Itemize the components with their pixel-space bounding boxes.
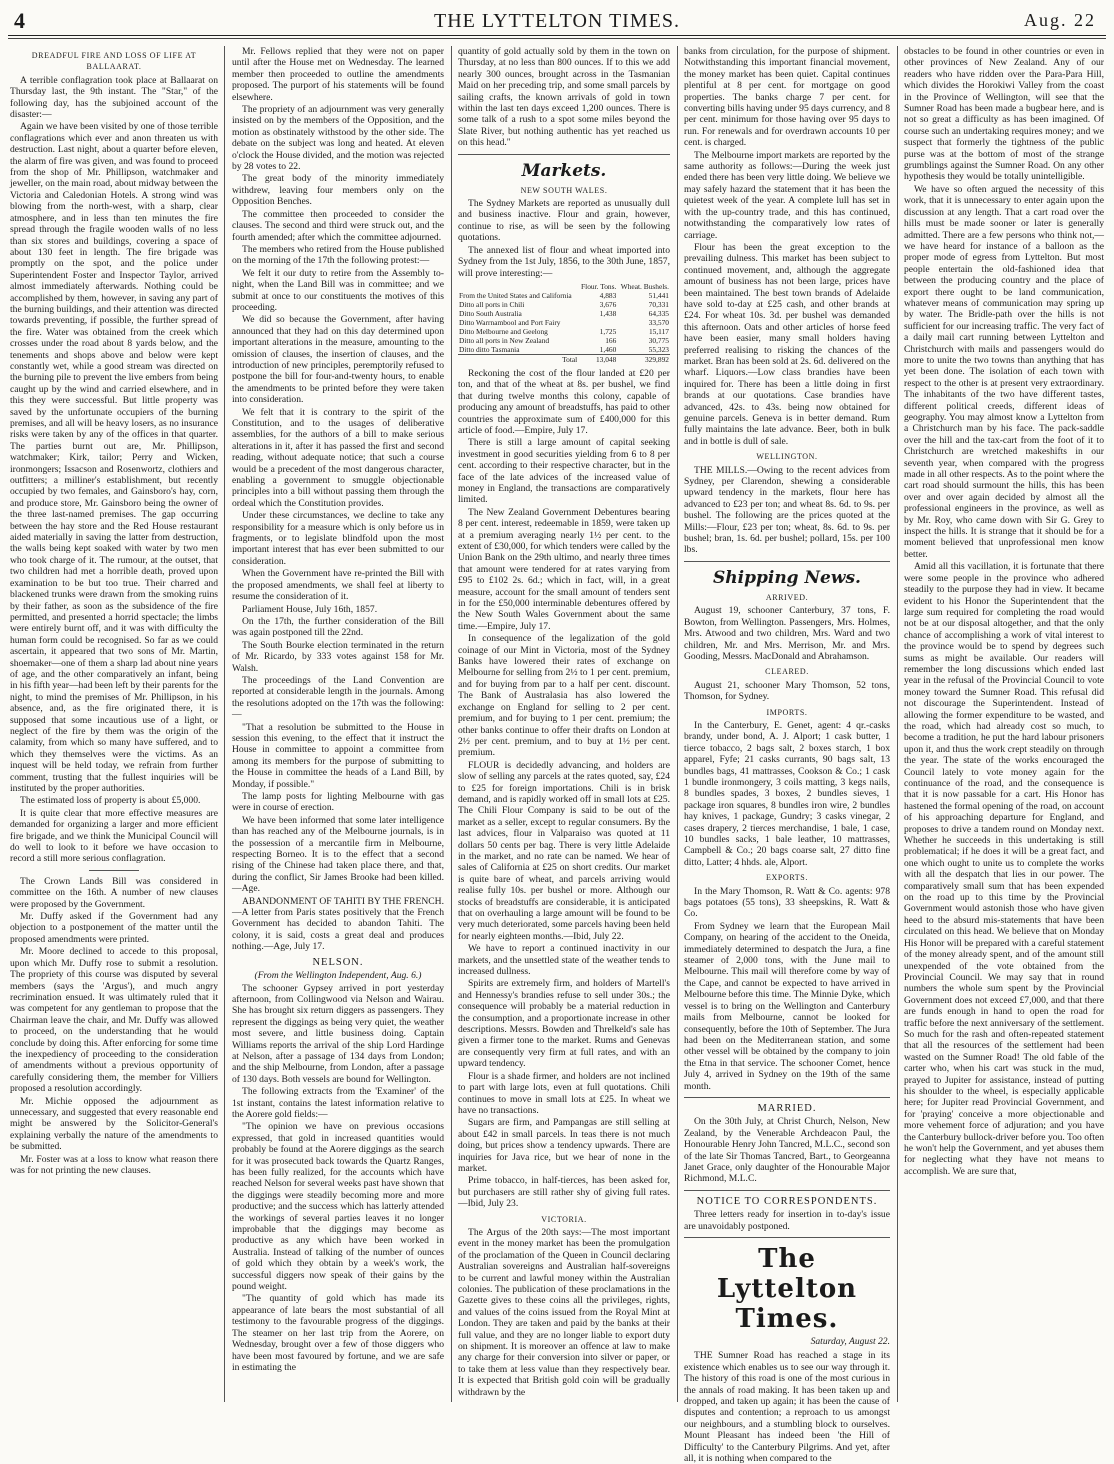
table-header: Flour. Tons. <box>581 281 617 291</box>
section-heading: MARRIED. <box>757 1102 817 1114</box>
paragraph: Under these circumstances, we decline to take any responsibility for a measure which is only before us in fragments, or to legislate blindfold upon the most important interest that has ever been submitted to our consideration. <box>232 510 444 567</box>
section-rule <box>684 1237 890 1238</box>
newspaper-title: THE LYTTELTON TIMES. <box>434 10 680 32</box>
table-cell-value: 33,570 <box>648 317 669 327</box>
table-cell-value: 55,323 <box>648 344 669 354</box>
section-rule <box>684 1190 890 1191</box>
paragraph: It is quite clear that more effective measures are demanded for organizing a larger and more efficient fire brigade, and we think the Municipal Council will do well to look to it before we have occasion to record a still more serious conflagration. <box>10 807 218 865</box>
table-cell-value: 166 <box>605 335 617 345</box>
paragraph: Spirits are extremely firm, and holders of Martell's and Hennessy's brandies refuse to sell under 30s.; the consequence will probably be a material reduction in the consumption, and a proportionate increase in other descriptions. Messrs. Bowden and Threlkeld's sale has given a firmer tone to the market. Rums and Genevas are consequently very firm at full rates, and with an upward tendency. <box>458 978 670 1070</box>
paragraph: Mr. Moore declined to accede to this proposal, upon which Mr. Duffy rose to submit a resolution. The propriety of this course was disputed by several members (says the 'Argus'), and much angry recrimination ensued. It was ultimately ruled that it was competent for any gentleman to propose that the Chairman leave the chair, and Mr. Duffy was allowed to proceed, on the understanding that he would conclude by doing this. After enforcing for some time the inexpediency of proceeding to the consideration of amendments without a previous opportunity of carefully considering them, the member for Villiers proposed a resolution accordingly. <box>10 946 218 1095</box>
header-rule <box>8 38 1106 39</box>
column-4 <box>684 46 890 1464</box>
paragraph: The Sydney Markets are reported as unusually dull and business inactive. Flour and grain, however, continue to rise, as will be seen by the following quotations. <box>458 198 670 244</box>
paragraph: obstacles to be found in other countries or even in other provinces of New Zealand. Any of our readers who have ridden over the Para-Para Hill, which divides the Horokiwi Valley from the coast in the Province of Wellington, will see that the Sumner Road has been made a bugbear here, and is not so great a difficulty as has been imagined. Of course such an undertaking requires money; and we suspect that formerly the tightness of the public purse was at the bottom of most of the strange grumblings against the Sumner Road. On any other hypothesis they would be totally unintelligible. <box>904 46 1104 183</box>
section-heading-shipping: Shipping News. <box>713 567 861 588</box>
table-row <box>458 336 670 345</box>
paragraph: We have so often argued the necessity of this work, that it is unnecessary to enter again upon the discussion at any length. That a cart road over the hills must be made sooner or later is generally admitted. There are a few persons who think not,—we have heard for instance of a balloon as the proper mode of egress from Lyttelton. But most people entertain the old-fashioned idea that between the producing country and the place of export there ought to be land communication, whatever means of communication may spring up by water. The Bridle-path over the hills is not sufficient for our increasing traffic. The very fact of a daily mail cart running between Lyttelton and Christchurch with mails and passengers would do more to unite the two towns than anything that has yet been done. The isolation of each town with respect to the other is at present very extraordinary. The inhabitants of the two have different tastes, different political creeds, different ideas of geography. You may almost know a Lyttelton from a Christchurch man by his face. The pack-saddle over the hill and the tax-cart from the foot of it to Christchurch are wretched makeshifts in our seventh year, when compared with the progress made in all other respects. As to the point where the cart road should surmount the hills, this has been over and over again decided by almost all the professional engineers in the province, as well as by Mr. Roy, who came down with Sir G. Grey to inspect the hills. It is strange that it should be for a moment believed that unprofessional men know better. <box>904 183 1104 560</box>
table-header: Wheat. Bushels. <box>620 281 669 291</box>
paragraph: banks from circulation, for the purpose of shipment. Notwithstanding this important financial movement, the money market has been quiet. Capital continues plentiful at 8 per cent. for mortgage on good properties. The banks charge 7 per cent. for converting bills having under 95 days currency, and 8 per cent. minimum for those having over 95 days to run. For renewals and for overdrawn accounts 10 per cent. is charged. <box>684 46 890 149</box>
table-cell-source: Ditto Melbourne and Geelong <box>459 326 548 336</box>
column-rule <box>224 46 225 1402</box>
section-heading: NELSON. <box>312 956 364 968</box>
section-heading-markets: Markets. <box>521 160 607 181</box>
paragraph: Again we have been visited by one of those terrible conflagrations which ever and anon threaten us with destruction. Last night, about a quarter before eleven, the alarm of fire was given, and was found to proceed from the shop of Mr. Phillipson, watchmaker and jeweller, on the main road, about midway between the Victoria and Caledonian Hotels. A strong wind was blowing from the north-west, with a sharp, clear atmosphere, and in less than ten minutes the fire spread through the fragile wooden walls of no less than six stores and buildings, covering a space of about 130 feet in length. The fire brigade was promptly on the spot, and the police under Superintendent Foster and Inspector Taylor, arrived almost immediately afterwards. Nothing could be accomplished by them, however, in saving any part of the burning buildings, and their attention was directed towards preventing, if possible, the further spread of the fire. Water was obtained from the creek which crosses under the road about 8 yards below, and the tenements and shops above and below were kept constantly wet, while a good stream was directed on the burning pile to prevent the live embers from being caught up by the wind and carried elsewhere, and in this they were successful. But little property was saved by the unfortunate occupiers of the burning premises, and all will be heavy losers, as no insurance risks were taken by any of the offices in that quarter. The parties burnt out are, Mr. Phillipson, watchmaker; Kirk, tailor; Perry and Wicken, ironmongers; Issacson and Rosenwortz, clothiers and outfitters; a milliner's establishment, but recently occupied by two females, and Gainsboro's hay, corn, and produce store, Mr. Gainsboro being the owner of the three last-named premises. The gap occurring between the hay store and the Red House restaurant aided materially in saving the latter from destruction, the walls being kept soaked with water by two men who took charge of it. The rumour, at the outset, that two children had met a horrible death, proved upon examination to be but too true. Their charred and blackened trunks were drawn from the smoking ruins by their father, as soon as the subsidence of the fire permitted, and presented a horrid spectacle; the limbs were entirely burnt off, and it was with difficulty the human form could be recognised. So far as we could ascertain, it appeared that two sons of Mr. Martin, shoemaker—one of them a sharp lad about nine years of age, and the other comparatively an infant, being in his fifth year—had been left by their parents for the night, to mind the premises of Mr. Phillipson, in his absence, and, as the fire originated there, it is supposed that some incautious use of a light, or neglect of the fire by them was the origin of the calamity, from which so many have suffered, and to which they themselves were the victims. As an inquest will be held today, we refrain from further comment, trusting that the fullest inquiries will be instituted by the proper authorities. <box>10 121 218 794</box>
table-cell-value: 1,725 <box>599 326 617 336</box>
table-cell-source: Ditto ditto Tasmania <box>459 344 520 354</box>
paragraph: Prime tobacco, in half-tierces, has been asked for, but purchasers are still rather shy of giving full rates.—Ibid, July 23. <box>458 1175 670 1210</box>
paragraph: "The quantity of gold which has made its appearance of late bears the most substantial of all testimony to the favourable progress of the diggings. The steamer on her last trip from the Aorere, on Wednesday, brought over a few of those diggers who have been most favoured by fortune, and we are safe in estimating the <box>232 1293 444 1373</box>
paragraph: Three letters ready for insertion in to-day's issue are unavoidably postponed. <box>684 1209 890 1232</box>
paragraph: August 19, schooner Canterbury, 37 tons, F. Bowton, from Wellington. Passengers, Mrs. Holmes, Mrs. Atwood and two children, Mrs. Ward and two children, Mr. and Mrs. Merrison, Mr. and Mrs. Gooding, Messrs. MacDonald and Abrahamson. <box>684 605 890 662</box>
paragraph: Parliament House, July 16th, 1857. <box>242 603 378 615</box>
paragraph: The propriety of an adjournment was very generally insisted on by the members of the Opposition, and the motion as obstinately withstood by the other side. The debate on the subject was long and heated. At eleven o'clock the House divided, and the motion was rejected by 28 votes to 22. <box>232 104 444 173</box>
paragraph: THE MILLS.—Owing to the recent advices from Sydney, per Clarendon, shewing a considerable upward tendency in the markets, flour here has advanced to £23 per ton; and wheat 8s. 6d. to 9s. per bushel. The following are the prices quoted at the Mills:—Flour, £23 per ton; wheat, 8s. 6d. to 9s. per bushel; bran, 1s. 6d. per bushel; pollard, 15s. per 100 lbs. <box>684 464 890 556</box>
paragraph: THE Sumner Road has reached a stage in its existence which enables us to see our way through it. The history of this road is one of the most curious in the annals of road making. It has been taken up and dropped, and taken up again; it has been the cause of disputes and contention; a reproach to us amongst our neighbours, and a stumbling block to ourselves. Mount Pleasant has indeed been 'the Hill of Difficulty' to the Canterbury Pilgrims. And yet, after all, it is nothing when compared to the <box>684 1350 890 1464</box>
paragraph: The annexed list of flour and wheat imported into Sydney from the 1st July, 1856, to the 30th June, 1857, will prove interesting:— <box>458 244 670 279</box>
section-rule <box>89 870 139 871</box>
table-row <box>458 318 670 327</box>
table-cell-value: 70,331 <box>648 299 669 309</box>
table-cell-source: From the United States and California <box>459 290 572 300</box>
paragraph: "The opinion we have on previous occasions expressed, that gold in increased quantities would probably be found at the Aorere diggings as the search for it was prosecuted back towards the Quartz Ranges, has been fully realized, for the accounts which have reached Nelson for several weeks past have shown that the diggings were steadily becoming more and more productive; and the success which has latterly attended the workings of several parties leaves it no longer improbable that the diggings may become as productive as any which have been worked in Australia. Instead of talking of the number of ounces of gold which they obtain by a week's work, the successful diggers now speak of their gains by the pound weight. <box>232 1121 444 1293</box>
paragraph: There is still a large amount of capital seeking investment in good securities yielding from 6 to 8 per cent. according to their respective character, but in the face of the late advices of the increased value of money in England, the transactions are comparatively limited. <box>458 437 670 506</box>
editorial-date: Saturday, August 22. <box>810 1336 890 1347</box>
paragraph: The proceedings of the Land Convention are reported at considerable length in the journals. Among the resolutions adopted on the 17th was the following:— <box>232 674 444 721</box>
table-row <box>458 327 670 336</box>
paragraph: The members who retired from the House published on the morning of the 17th the following protest:— <box>232 243 444 267</box>
section-rule <box>684 561 890 562</box>
paragraph: We have been informed that some later intelligence than has reached any of the Melbourne journals, is in the possession of a mercantile firm in Melbourne, respecting Borneo. It is to the effect that a second rising of the Chinese had taken place there, and that, during the conflict, Sir James Brooke had been killed.—Age. <box>232 814 444 895</box>
table-total-row <box>458 354 670 364</box>
paragraph: On the 30th July, at Christ Church, Nelson, New Zealand, by the Venerable Archdeacon Paul, the Honourable Henry John Tancred, M.L.C., second son of the late Sir Thomas Tancred, Bart., to Georgeanna Janet Grace, only daughter of the Honourable Major Richmond, M.L.C. <box>684 1116 890 1185</box>
masthead <box>8 6 1106 36</box>
paragraph: Flour has been the great exception to the prevailing dulness. This market has been subject to continued movement, and, although the aggregate amount of business has not been large, prices have been maintained. The best town brands of Adelaide have sold to-day at £25 cash, and other brands at £24. For wheat 10s. 3d. per bushel was demanded this afternoon. Oats and other articles of horse feed have been easier, many small holders having preferred realising to risking the chances of the market. Bran has been sold at 2s. 6d. delivered on the wharf. Liquors.—Low class brandies have been inquired for. There has been a little doing in first brands at our quotations. Case brandies have advanced, 42s. to 43s. being now obtained for genuine parcels. Geneva is in better demand. Rum fully maintains the late advance. Beer, both in bulk and in bottle is dull of sale. <box>684 241 890 447</box>
column-rule <box>677 46 678 1402</box>
table-cell-total: 329,892 <box>617 354 670 364</box>
editorial-masthead: The Lyttelton Times. <box>716 1244 858 1334</box>
paragraph: We felt it our duty to retire from the Assembly to-night, when the Land Bill was in committee; and we submit at once to our constituents the motives of this proceeding. <box>232 267 444 313</box>
paragraph: Reckoning the cost of the flour landed at £20 per ton, and that of the wheat at 8s. per bushel, we find that during twelve months this colony, capable of producing any amount of breadstuffs, has paid to other countries the approximate sum of £400,000 for this article of food.—Empire, July 17. <box>458 367 670 436</box>
paragraph: The schooner Gypsey arrived in port yesterday afternoon, from Collingwood via Nelson and Wairau. She has brought six return diggers as passengers. They represent the diggings as being very quiet, the weather most severe, and little business doing. Captain Williams reports the arrival of the ship Lord Hardinge at Nelson, after a passage of 134 days from London; and the ship Melbourne, from London, after a passage of 130 days. Both vessels are bound for Wellington. <box>232 982 444 1085</box>
paragraph: The committee then proceeded to consider the clauses. The second and third were struck out, and the fourth amended; after which the committee adjourned. <box>232 208 444 243</box>
table-cell-total: Total <box>458 354 578 364</box>
column-1 <box>10 46 218 1402</box>
paragraph: In the Canterbury, E. Genet, agent: 4 qr.-casks brandy, under bond, A. J. Alport; 1 cask butter, 1 tierce tobacco, 2 bags salt, 2 boxes starch, 1 box apparel, Fyfe; 21 casks currants, 90 bags salt, 13 bundles bags, 41 mattrasses, Cookson & Co.; 1 cask 1 bundle ironmongery, 3 coils matting, 3 kegs nails, 8 bundles spades, 3 boxes, 2 bundles sieves, 1 package iron squares, 8 bundles iron wire, 2 bundles hay knives, 1 package, Gundry; 3 casks vinegar, 2 cases drapery, 2 tierces merchandise, 1 bale, 1 case, 10 bundles sacks, 1 bale leather, 10 mattrasses, Campbell & Co.; 20 bags coarse salt, 27 ditto fine ditto, Latter; 4 hhds. ale, Alport. <box>684 719 890 868</box>
table-cell-value: 1,460 <box>599 344 617 354</box>
table-cell-value: 64,335 <box>648 308 669 318</box>
table-row <box>458 345 670 355</box>
paragraph: Mr. Duffy asked if the Government had any objection to a postponement of the matter until the proposed amendments were printed. <box>10 911 218 945</box>
paragraph: The Melbourne import markets are reported by the same authority as follows:—During the week just ended there has been very little doing. We believe we may safely hazard the statement that it has been the quietest week of the year. A complete lull has set in with the up-country trade, and this has continued, notwithstanding the comparatively low rates of carriage. <box>684 149 890 241</box>
subheading: NEW SOUTH WALES. <box>520 185 608 195</box>
table-cell-value: 4,883 <box>599 290 617 300</box>
paragraph: We felt that it is contrary to the spirit of the Constitution, and to the usages of deliberative assemblies, for the authors of a bill to make serious alterations in it, after it has passed the first and second reading, without adequate notice; that such a course would be a precedent of the most dangerous character, enabling a government to smuggle objectionable principles into a bill without passing them through the ordeal which the Constitution provides. <box>232 406 444 509</box>
paragraph: In consequence of the legalization of the gold coinage of our Mint in Victoria, most of the Sydney Banks have lowered their rates of exchange on Melbourne for selling from 2½ to 1 per cent. premium, and for buying from par to a half per cent. discount. The Bank of Australasia has also lowered the exchange on England for selling to 2 per cent. premium, and for buying to 1 per cent. premium; the other banks continue to offer their drafts on London at 2½ per cent. premium, and to buy at 1½ per cent. premium. <box>458 633 670 759</box>
paragraph: Mr. Foster was at a loss to know what reason there was for not printing the new clauses. <box>10 1153 218 1176</box>
paragraph: Amid all this vacillation, it is fortunate that there were some people in the province who adhered steadily to the purpose they had in view. It became evident to his Honor the Superintendent that the large sum required for completing the road would not be at our disposal altogether, and that the only chance of accomplishing a work of vital interest to the province would be to spend by degrees such sums as might be available. Our readers will remember the long discussions which ended last year in the refusal of the Provincial Council to vote money toward the Sumner Road. This refusal did not discourage the Superintendent. Instead of allowing the former expenditure to be wasted, and the road, which had already cost so much, to become a tradition, he put the hard labour prisoners upon it, and thus the work crept steadily on through the year. The state of the works encouraged the Council lately to vote money again for the continuance of the road, and the consequence is that it is now passable for a cart. His Honor has hastened the formal opening of the road, on account of his approaching departure for England, and proposes to drive a tandem round on Monday next. Whether he succeeds in this undertaking is still problematical; if he does it will be a great fact, and one which ought to unite us to complete the works with all the despatch that lies in our power. The comparatively small sum that has been expended on the road up to this time by the Provincial Government would astonish those who have given heed to the absurd mis-statements that have been circulated on this head. We believe that on Monday His Honor will be prepared with a careful statement of the money already spent, and of the amount still unexpended of the vote obtained from the Provincial Council. We may say that in round numbers the whole sum spent by the Provincial Government does not exceed £7,000, and that there are funds enough in hand to open the road for traffic before the next anniversary of the settlement. So much for the rash and often-repeated statement that all the resources of the settlement had been wasted on the Sumner Road! The old fable of the carter who, when his cart was stuck in the mud, prayed to Jupiter for assistance, instead of putting his shoulder to the wheel, is especially applicable here; for Jupiter read Provincial Government, and for 'praying' conceive a more objectionable and more vehement force of adjuration; and you have the Canterbury bullock-driver before you. Too often he won't help the Government, and yet abuses them for neglecting what they have not means to accomplish. We are sure that, <box>904 561 1104 1177</box>
paragraph: We have to report a continued inactivity in our markets, and the unsettled state of the weather tends to increased dullness. <box>458 943 670 978</box>
paragraph: The New Zealand Government Debentures bearing 8 per cent. interest, redeemable in 1859, were taken up at a premium averaging nearly 1½ per cent. to the extent of £30,000, for which tenders were called by the Union Bank on the 29th ultimo, and nearly three times that amount were tendered for at rates varying from £95 to £102 2s. 6d.; which in fact, will, in a great measure, account for the small amount of tenders sent in for the £50,000 interminable debentures offered by the New South Wales Government about the same time.—Empire, July 17. <box>458 506 670 632</box>
table-cell-source: Ditto South Australia <box>459 308 522 318</box>
paragraph: Mr. Fellows replied that they were not on paper until after the House met on Wednesday. The learned member then proceeded to outline the amendments proposed. The purport of his statements will be found elsewhere. <box>232 46 444 103</box>
table-cell-value: 15,117 <box>648 326 669 336</box>
paragraph: FLOUR is decidedly advancing, and holders are slow of selling any parcels at the rates quoted, say, £24 to £25 for foreign importations. Chili is in brisk demand, and is rapidly worked off in small lots at £25. The Chili Flour Company is said to be out of the market as a seller, except to regular consumers. By the last advices, flour in Valparaiso was quoted at 11 dollars 50 cents per bag. There is very little Adelaide in the market, and no rate can be named. We hear of sales of California at £25 on short credits. Our market is quite bare of wheat, and parcels arriving would realise fully 10s. per bushel or more. Although our stocks of breadstuffs are considerable, it is anticipated that on overhauling a large amount will be found to be very much deteriorated, some parcels having been held for nearly eighteen months.—Ibid, July 22. <box>458 759 670 942</box>
table-cell-total: 13,048 <box>578 354 617 364</box>
paragraph: The Crown Lands Bill was considered in committee on the 16th. A number of new clauses were proposed by the Government. <box>10 875 218 910</box>
table-cell-value: 51,441 <box>648 290 669 300</box>
subheading: CLEARED. <box>765 667 809 677</box>
paragraph: The lamp posts for lighting Melbourne with gas were in course of erection. <box>232 791 444 814</box>
paragraph: The following extracts from the 'Examiner' of the 1st instant, contains the latest information relative to the Aorere gold fields:— <box>232 1086 444 1120</box>
paragraph: We did so because the Government, after having announced that they had on this day determined upon important alterations in the measure, amounting to the omission of clauses, the insertion of clauses, and the introduction of new principles, peremptorily refused to postpone the bill for four-and-twenty hours, to enable the amendments to be printed before they were taken into consideration. <box>232 314 444 406</box>
section-rule <box>458 154 670 155</box>
paragraph: A terrible conflagration took place at Ballaarat on Thursday last, the 9th instant. The "Star," of the following day, has the subjoined account of the disaster:— <box>10 74 218 121</box>
page-number: 4 <box>14 8 25 33</box>
paragraph: In the Mary Thomson, R. Watt & Co. agents: 978 bags potatoes (55 tons), 33 sheepskins, R. Watt & Co. <box>684 885 890 920</box>
paragraph: Mr. Michie opposed the adjournment as unnecessary, and suggested that every reasonable end might be answered by the Solicitor-General's explaining verbally the nature of the amendments to be submitted. <box>10 1095 218 1153</box>
table-cell-source: Ditto all ports in New Zealand <box>459 335 550 345</box>
issue-date: Aug. 22 <box>1024 10 1096 30</box>
paragraph: The South Bourke election terminated in the return of Mr. Ricardo, by 333 votes against 158 for Mr. Walsh. <box>232 639 444 674</box>
source-note: (From the Wellington Independent, Aug. 6.) <box>254 970 422 982</box>
table-cell-source: Ditto all ports in Chili <box>459 299 525 309</box>
paragraph: Flour is a shade firmer, and holders are not inclined to part with large lots, even at full quotations. Chili continues to move in small lots at £25. In wheat we have no transactions. <box>458 1070 670 1116</box>
paragraph: The estimated loss of property is about £5,000. <box>20 795 201 807</box>
subheading: EXPORTS. <box>766 873 808 883</box>
table-row <box>458 291 670 300</box>
table-cell-value: 3,676 <box>599 299 617 309</box>
table-cell-value: 30,775 <box>648 335 669 345</box>
table-cell-value <box>578 318 617 327</box>
paragraph: From Sydney we learn that the European Mail Company, on hearing of the accident to the Oneida, immediately determined to despatch the Jura, a fine steamer of 2,000 tons, with the June mail to Melbourne. This mail will therefore come by way of the Cape, and cannot be expected to have arrived in Melbourne before this time. The Minnie Dyke, which vessel is to bring on the Wellington and Canterbury mails from Melbourne, cannot be looked for consequently, before the 10th of September. The Jura had been on the Mediterranean station, and some other vessel will be obtained by the company to join the Etna in that service. The schooner Comet, hence July 4, arrived in Sydney on the 19th of the same month. <box>684 920 890 1092</box>
paragraph: Sugars are firm, and Pampangas are still selling at about £42 in small parcels. In teas there is not much doing, but prices show a tendency upwards. There are inquiries for Java rice, but we hear of none in the market. <box>458 1117 670 1174</box>
paragraph: quantity of gold actually sold by them in the town on Thursday, at no less than 800 ounces. If to this we add nearly 300 ounces, brought across in the Tasmanian Maid on her preceding trip, and some small parcels by sailing crafts, the known arrivals of gold in town within the last ten days exceed 1,200 ounces. There is some talk of a rush to a spot some miles beyond the Slate River, but nothing authentic has yet reached us on this head." <box>458 46 670 149</box>
paragraph: On the 17th, the further consideration of the Bill was again postponed till the 22nd. <box>232 615 444 639</box>
subheading: VICTORIA. <box>541 1214 587 1224</box>
table-cell-source: Ditto Warrnambool and Port Fairy <box>459 317 561 327</box>
column-rule <box>451 46 452 1402</box>
table-cell-value: 1,438 <box>599 308 617 318</box>
article-headline: DREADFUL FIRE AND LOSS OF LIFE AT BALLAARAT. <box>31 51 197 72</box>
subheading: WELLINGTON. <box>756 452 818 462</box>
table-row <box>458 309 670 318</box>
subheading: IMPORTS. <box>766 707 808 717</box>
paragraph: The great body of the minority immediately withdrew, leaving four members only on the Opposition Benches. <box>232 173 444 208</box>
section-heading: NOTICE TO CORRESPONDENTS. <box>696 1195 878 1207</box>
table-row <box>458 300 670 309</box>
paragraph: ABANDONMENT OF TAHITI BY THE FRENCH. —A letter from Paris states positively that the French Government has decided to abandon Tahiti. The colony, it is said, costs a great deal and produces nothing.—Age, July 17. <box>232 895 444 953</box>
paragraph: When the Government have re-printed the Bill with the proposed amendments, we shall feel at liberty to resume the consideration of it. <box>232 568 444 603</box>
paragraph: "That a resolution be submitted to the House in session this evening, to the effect that it instruct the House in committee to appoint a committee from among its members for the purpose of submitting to the House in committee the heads of a Land Bill, by Monday, if possible." <box>232 721 444 790</box>
column-2 <box>232 46 444 1402</box>
section-rule <box>684 1097 890 1098</box>
imports-table <box>458 282 670 364</box>
column-5 <box>904 46 1104 1402</box>
subheading: ARRIVED. <box>765 592 809 602</box>
column-rule <box>897 46 898 1402</box>
paragraph: The Argus of the 20th says:—The most important event in the money market has been the promulgation of the proclamation of the Queen in Council declaring Australian sovereigns and Australian half-sovereigns to be current and lawful money within the Australian colonies. The publication of these proclamations in the Gazette gives to these coins all the privileges, rights, and values of the coins issued from the Royal Mint at London. They are taken and paid by the banks at their full value, and they are no longer liable to export duty on shipment. It is moreover an offence at law to make any charge for their conversion into silver or paper, or to take them at less value than they respectively bear. It is expected that British gold coin will be gradually withdrawn by the <box>458 1226 670 1398</box>
paragraph: August 21, schooner Mary Thomson, 52 tons, Thomson, for Sydney. <box>684 679 890 703</box>
column-3 <box>458 46 670 1402</box>
